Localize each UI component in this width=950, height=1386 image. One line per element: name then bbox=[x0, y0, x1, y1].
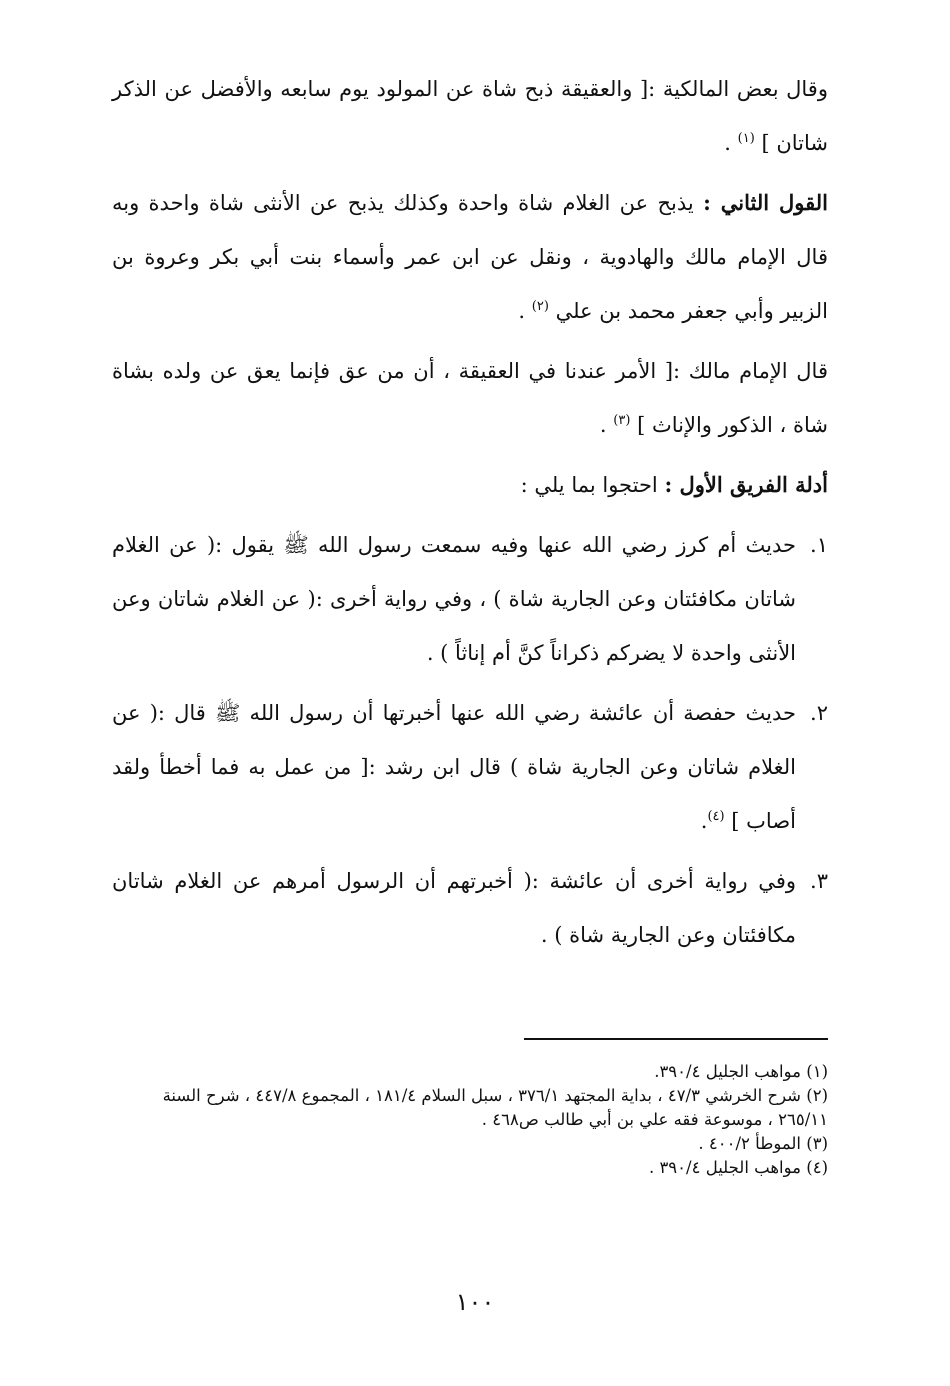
footnote: (٢) شرح الخرشي ٤٧/٣ ، بداية المجتهد ٣٧٦/١ ، سبل السلام ١٨١/٤ ، المجموع ٤٤٧/٨ ، شرح السنة ٢٦٥/١١ ، موسوعة فقه علي بن أبي طالب ص٤٦٨ . bbox=[162, 1086, 828, 1129]
paragraph-tail: . bbox=[724, 131, 738, 155]
footnote-marker: (١) bbox=[737, 131, 755, 146]
list-item-number: ٣. bbox=[810, 869, 828, 893]
list-item-tail: . bbox=[700, 809, 708, 833]
paragraph-text: يذبح عن الغلام شاة واحدة وكذلك يذبح عن الأنثى شاة واحدة وبه قال الإمام مالك والهادوية ، ونقل عن ابن عمر وأسماء بنت أبي بكر وعروة بن الزبير وأبي جعفر محمد بن علي bbox=[112, 191, 828, 323]
footnote-separator bbox=[524, 1038, 828, 1040]
list-item bbox=[112, 518, 828, 680]
footnote-marker: (٤) bbox=[707, 809, 725, 824]
main-text bbox=[112, 62, 828, 968]
paragraph-evidence-heading bbox=[112, 458, 828, 512]
list-item-body: حديث أم كرز رضي الله عنها وفيه سمعت رسول الله ﷺ يقول :( عن الغلام شاتان مكافئتان وعن الجارية شاة ) ، وفي رواية أخرى :( عن الغلام شاتان وعن الأنثى واحدة لا يضركم ذكراناً كنَّ أم إناثاً ) . bbox=[112, 533, 796, 665]
list-item-text bbox=[112, 518, 796, 680]
list-item bbox=[112, 854, 828, 962]
footnotes bbox=[112, 1060, 828, 1180]
paragraph-heading: القول الثاني : bbox=[703, 190, 829, 215]
paragraph-text: قال الإمام مالك :[ الأمر عندنا في العقيقة ، أن من عق فإنما يعق عن ولده بشاة شاة ، الذكور والإناث ] bbox=[112, 359, 828, 437]
footnote: (١) مواهب الجليل ٣٩٠/٤. bbox=[654, 1062, 828, 1081]
list-item-number: ٢. bbox=[810, 701, 828, 725]
footnote: (٣) الموطأ ٤٠٠/٢ . bbox=[698, 1134, 828, 1153]
list-item-body: حديث حفصة أن عائشة رضي الله عنها أخبرتها أن رسول الله ﷺ قال :( عن الغلام شاتان وعن الجارية شاة ) قال ابن رشد :[ من عمل به فما أخطأ ولقد أصاب ] bbox=[112, 701, 796, 833]
paragraph-tail: . bbox=[518, 299, 532, 323]
footnote-marker: (٢) bbox=[531, 299, 549, 314]
paragraph-text: وقال بعض المالكية :[ والعقيقة ذبح شاة عن المولود يوم سابعه والأفضل عن الذكر شاتان ] bbox=[112, 77, 828, 155]
footnote: (٤) مواهب الجليل ٣٩٠/٤ . bbox=[648, 1158, 828, 1177]
list-item-body: وفي رواية أخرى أن عائشة :( أخبرتهم أن الرسول أمرهم عن الغلام شاتان مكافئتان وعن الجارية شاة ) . bbox=[112, 869, 796, 947]
footnote-marker: (٣) bbox=[613, 413, 631, 428]
list-item bbox=[112, 686, 828, 848]
paragraph-heading: أدلة الفريق الأول : bbox=[664, 472, 828, 497]
list-item-text bbox=[112, 854, 796, 962]
paragraph-text: احتجوا بما يلي : bbox=[520, 473, 665, 497]
list-item-number: ١. bbox=[810, 533, 828, 557]
paragraph-tail: . bbox=[599, 413, 614, 437]
paragraph-maliki-view bbox=[112, 62, 828, 170]
paragraph-imam-malik-quote bbox=[112, 344, 828, 452]
page-number: ١٠٠ bbox=[455, 1288, 495, 1316]
paragraph-second-opinion bbox=[112, 176, 828, 338]
list-item-text bbox=[112, 686, 796, 848]
